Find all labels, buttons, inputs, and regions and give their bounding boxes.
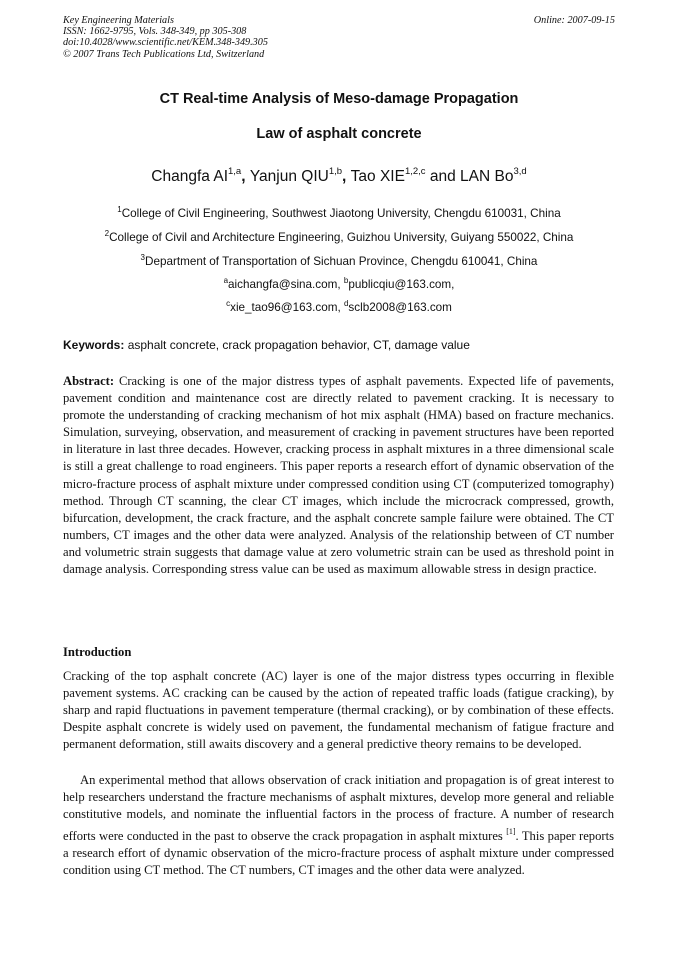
section-heading-introduction: Introduction bbox=[63, 645, 132, 659]
email-marker: b bbox=[343, 276, 349, 285]
author-affiliation-marker: 1,a bbox=[228, 166, 242, 177]
author-affiliation-marker: 1,b bbox=[328, 166, 343, 177]
intro-text-part: An experimental method that allows observation of crack initiation and propagation is of great interest to help researchers understand the fracture mechanisms of asphalt mixtures, develop more general and reliable constitutive models, and nominate the influential factors in the process of fracture. A number of research efforts were conducted in the past to observe the crack propagation in asphalt mixtures bbox=[63, 773, 614, 844]
online-date: Online: 2007-09-15 bbox=[533, 15, 615, 26]
email-address[interactable]: sclb2008@163.com bbox=[348, 301, 452, 314]
author-name: Tao XIE bbox=[350, 168, 405, 185]
email-marker: a bbox=[223, 276, 229, 285]
journal-header bbox=[63, 15, 268, 60]
keywords-label: Keywords: bbox=[63, 338, 125, 352]
keywords-line bbox=[63, 338, 470, 352]
email-marker: d bbox=[343, 299, 349, 308]
author-affiliation-marker: 1,2,c bbox=[404, 166, 426, 177]
author-list bbox=[0, 166, 678, 186]
abstract-text: Cracking is one of the major distress types of asphalt pavements. Expected life of pavements, pavement condition and maintenance cost are directly related to pavement cracking. It is necessary to promote the understanding of cracking mechanism of hot mix asphalt (HMA) based on fracture mechanics. Simulation, surveying, observation, and measurement of cracking in pavement structures have been reported in literature in last three decades. However, cracking process in asphalt mixtures in a three dimensional scale is still a great challenge to road engineers. This paper reports a research effort of dynamic observation of the micro-fracture process of asphalt mixture under compressed condition using CT (computerized tomography) method. Through CT scanning, the clear CT images, which include the microcrack compressed, growth, bifurcation, development, the crack fracture, and the asphalt concrete sample failure were obtained. The CT numbers, CT images and the other data were analyzed. Analysis of the relationship between of CT number and volumetric strain suggests that damage value at zero volumetric strain can be used as threshold point in damage analysis. Corresponding stress value can be used as maximum allowable stress in design practice. bbox=[63, 374, 614, 577]
email-address[interactable]: aichangfa@sina.com, bbox=[228, 278, 344, 291]
affiliation-marker: 1 bbox=[117, 205, 122, 214]
author-separator: , bbox=[241, 168, 250, 185]
author-name: LAN Bo bbox=[460, 168, 514, 185]
email-address[interactable]: xie_tao96@163.com, bbox=[230, 301, 344, 314]
affiliation-1 bbox=[0, 205, 678, 220]
author-separator: and bbox=[425, 168, 461, 185]
paper-title-line-1: CT Real-time Analysis of Meso-damage Propagation bbox=[159, 91, 519, 107]
author-name: Changfa AI bbox=[151, 168, 228, 185]
intro-text-part: . This paper reports a research effort of dynamic observation of the micro-fracture process of asphalt mixture under compressed condition using CT method. The CT numbers, CT images and the other data were analyzed. bbox=[63, 829, 614, 878]
affiliation-text: Department of Transportation of Sichuan Province, Chengdu 610041, China bbox=[145, 255, 538, 268]
affiliation-marker: 3 bbox=[140, 253, 145, 262]
email-address[interactable]: publicqiu@163.com, bbox=[348, 278, 455, 291]
abstract-paragraph bbox=[63, 373, 614, 578]
affiliation-marker: 2 bbox=[104, 229, 110, 238]
email-line-1 bbox=[0, 276, 678, 291]
abstract-label: Abstract: bbox=[63, 374, 115, 388]
intro-paragraph-2 bbox=[63, 772, 614, 880]
affiliation-2 bbox=[0, 229, 678, 244]
paper-title-line-2: Law of asphalt concrete bbox=[256, 126, 422, 142]
intro-paragraph-1: Cracking of the top asphalt concrete (AC) layer is one of the major distress types occurring in flexible pavement systems. AC cracking can be caused by the action of repeated traffic loads (fatigue cracking), by sharp and rapid fluctuations in pavement temperature (thermal cracking), or by combination of these effects. Despite asphalt concrete is widely used on pavement, the fundamental mechanism of fatigue fracture and permanent deformation, still awaits discovery and a general predictive theory remains to be developed. bbox=[63, 669, 614, 752]
email-line-2 bbox=[0, 299, 678, 314]
author-separator: , bbox=[342, 168, 351, 185]
email-marker: c bbox=[226, 299, 231, 308]
author-name: Yanjun QIU bbox=[249, 168, 329, 185]
affiliation-3 bbox=[0, 253, 678, 268]
copyright-line: © 2007 Trans Tech Publications Ltd, Switzerland bbox=[63, 48, 265, 60]
doi-line: doi:10.4028/www.scientific.net/KEM.348-349.305 bbox=[63, 37, 268, 49]
journal-name: Key Engineering Materials bbox=[63, 15, 174, 26]
author-affiliation-marker: 3,d bbox=[513, 166, 527, 177]
affiliation-text: College of Civil Engineering, Southwest Jiaotong University, Chengdu 610031, China bbox=[121, 207, 561, 220]
citation-reference[interactable]: [1] bbox=[506, 827, 516, 837]
issn-line: ISSN: 1662-9795, Vols. 348-349, pp 305-308 bbox=[63, 26, 247, 38]
affiliation-text: College of Civil and Architecture Engineering, Guizhou University, Guiyang 550022, China bbox=[109, 231, 574, 244]
keywords-text: asphalt concrete, crack propagation behavior, CT, damage value bbox=[124, 338, 470, 352]
